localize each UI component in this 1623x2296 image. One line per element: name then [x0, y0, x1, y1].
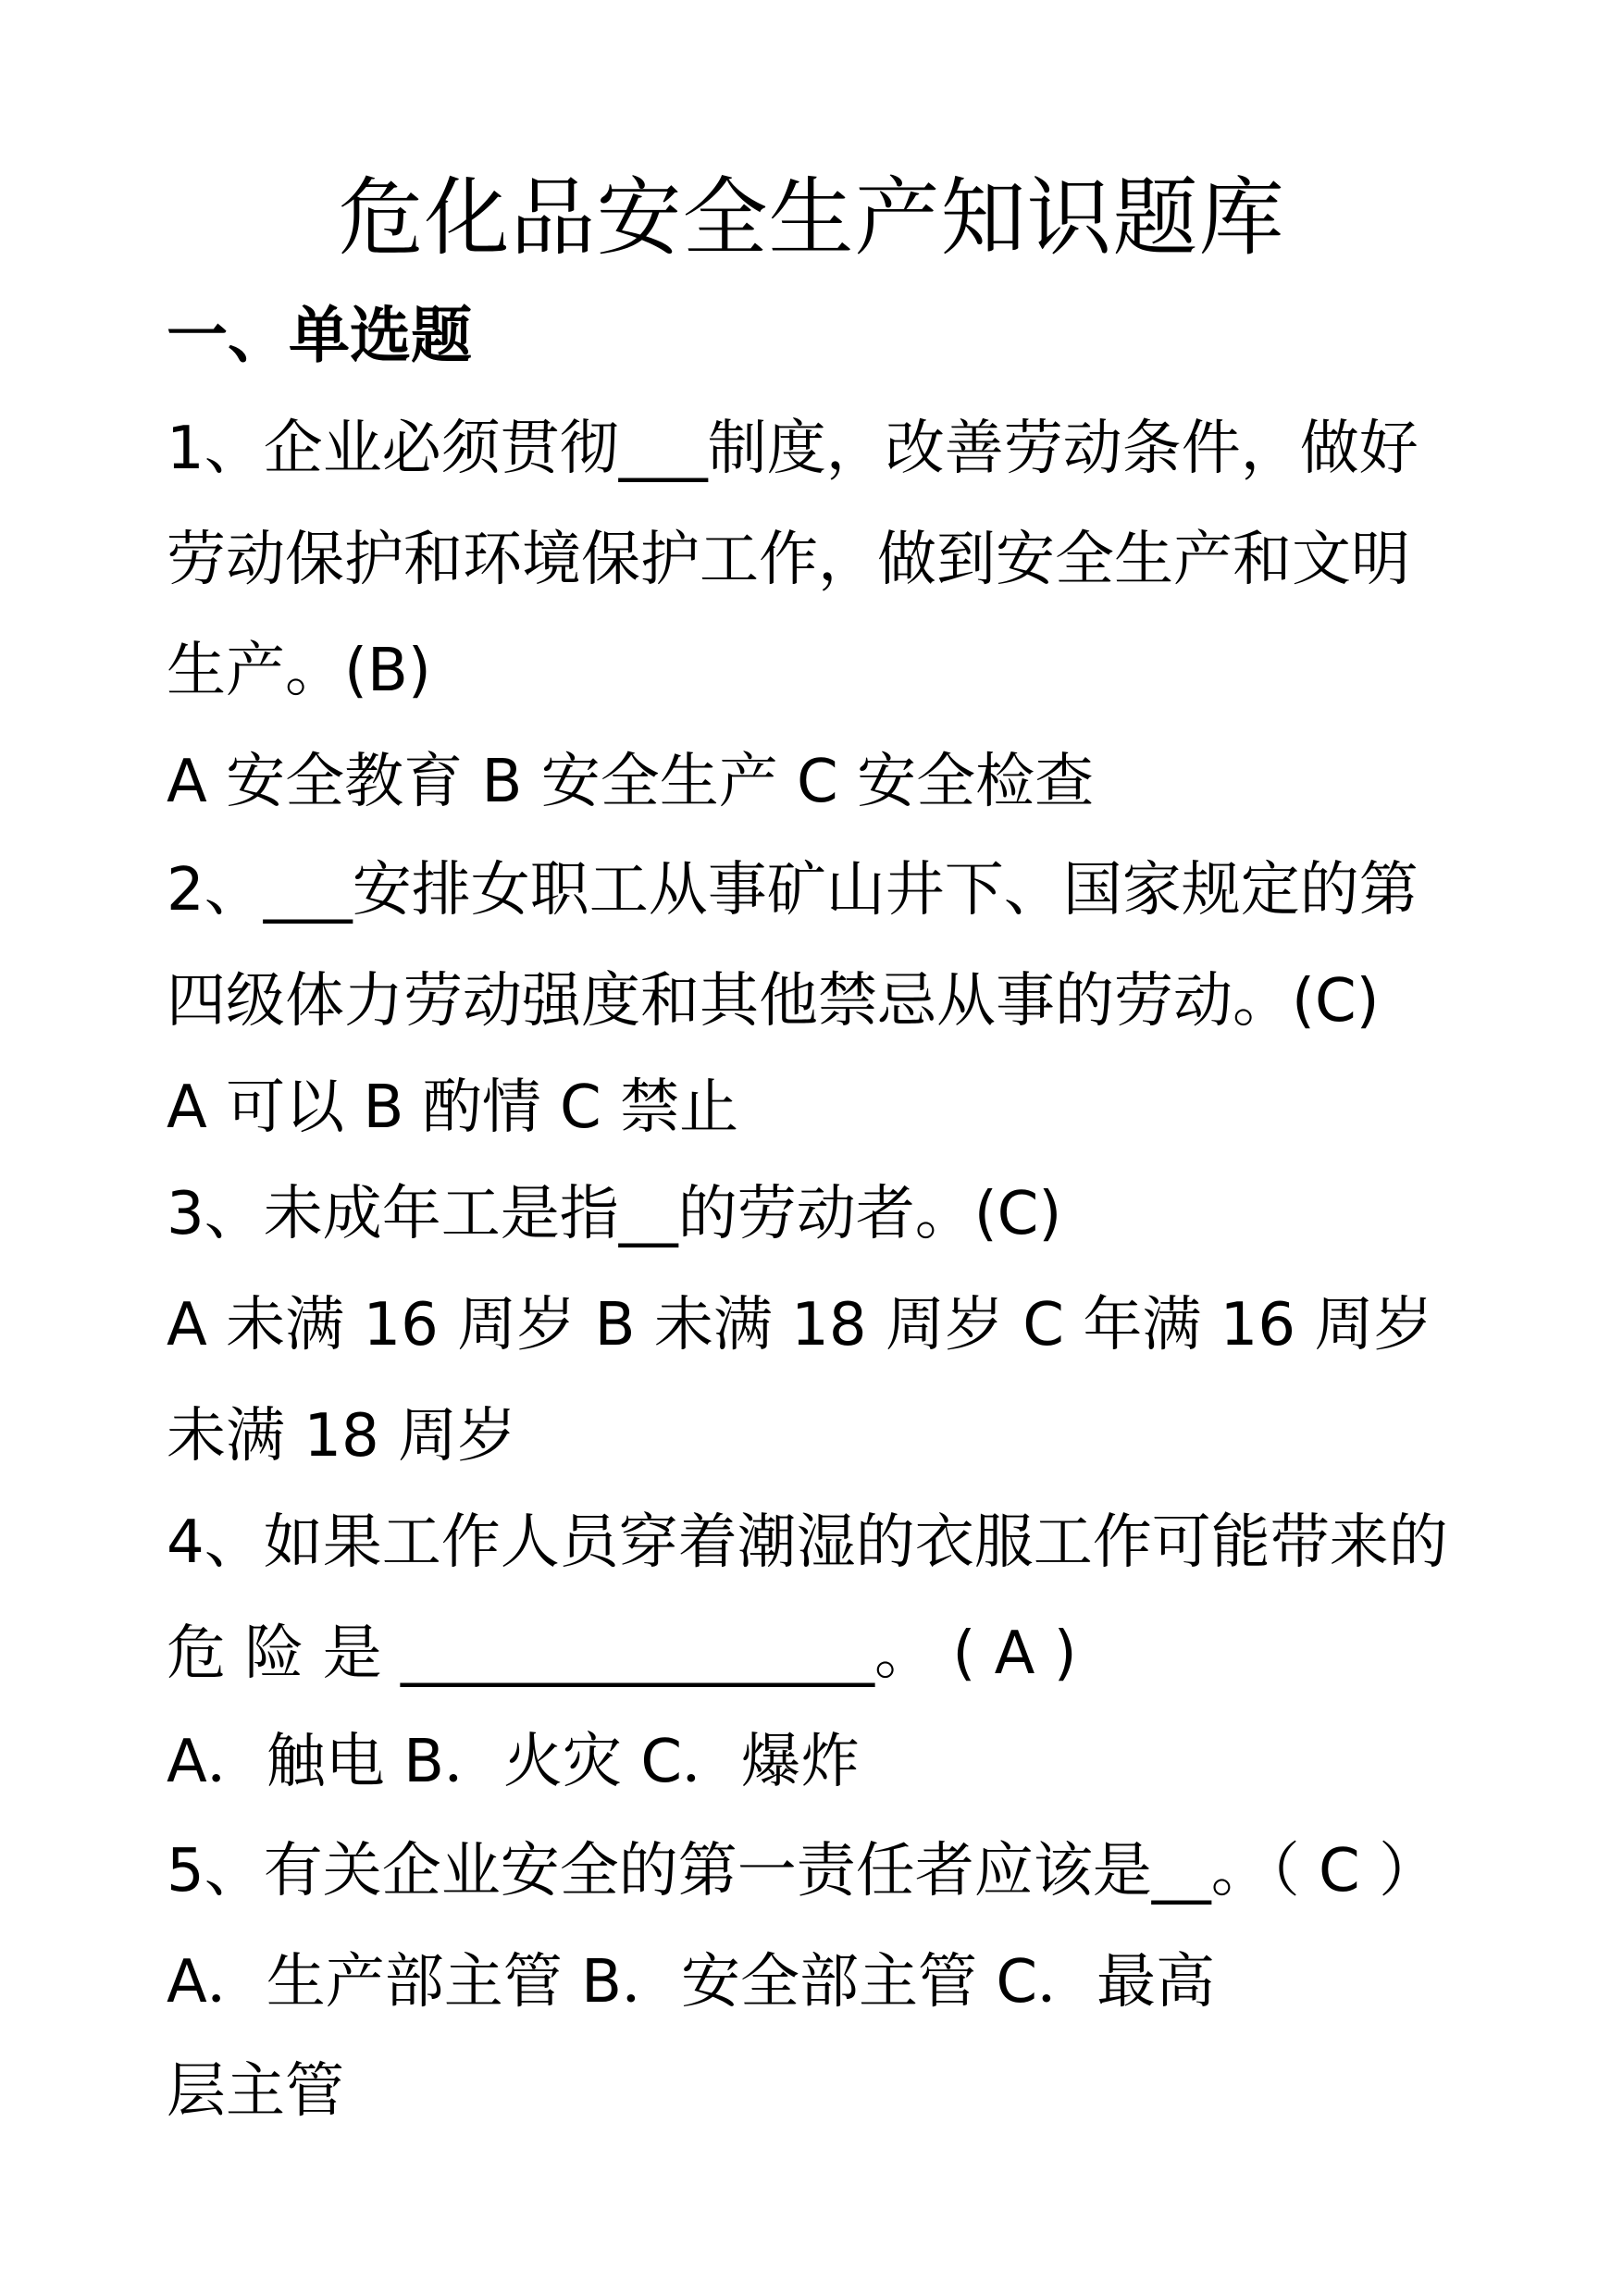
- question-2-options: A 可以 B 酌情 C 禁止: [167, 1074, 739, 1142]
- question-4-line-2: 危 险 是 ________________。 ( A ): [167, 1620, 1077, 1688]
- question-5-options-line-2: 层主管: [167, 2057, 344, 2126]
- question-3-line-1: 3、未成年工是指__的劳动者。(C): [167, 1180, 1062, 1248]
- question-2-line-1: 2、___安排女职工从事矿山井下、国家规定的第: [167, 856, 1419, 925]
- question-3-options-line-2: 未满 18 周岁: [167, 1402, 517, 1471]
- question-4-line-1: 4、如果工作人员穿着潮湿的衣服工作可能带来的: [167, 1508, 1448, 1577]
- question-2-line-2: 四级体力劳动强度和其他禁忌从事的劳动。(C): [167, 967, 1380, 1036]
- question-5-options-line-1: A．生产部主管 B．安全部主管 C．最高: [167, 1948, 1216, 2017]
- section-heading: 一、单选题: [167, 300, 472, 371]
- document-title: 危化品安全生产知识题库: [338, 168, 1285, 267]
- question-1-line-3: 生产。(B): [167, 637, 431, 705]
- question-3-options-line-1: A 未满 16 周岁 B 未满 18 周岁 C 年满 16 周岁: [167, 1291, 1433, 1359]
- question-5-line-1: 5、有关企业安全的第一责任者应该是__。（ C ）: [167, 1837, 1439, 1905]
- question-4-options: A．触电 B．火灾 C．爆炸: [167, 1728, 861, 1796]
- question-1-options: A 安全教育 B 安全生产 C 安全检查: [167, 748, 1095, 816]
- question-1-line-2: 劳动保护和环境保护工作，做到安全生产和文明: [167, 526, 1410, 594]
- question-1-line-1: 1、企业必须贯彻___制度，改善劳动条件，做好: [167, 415, 1419, 483]
